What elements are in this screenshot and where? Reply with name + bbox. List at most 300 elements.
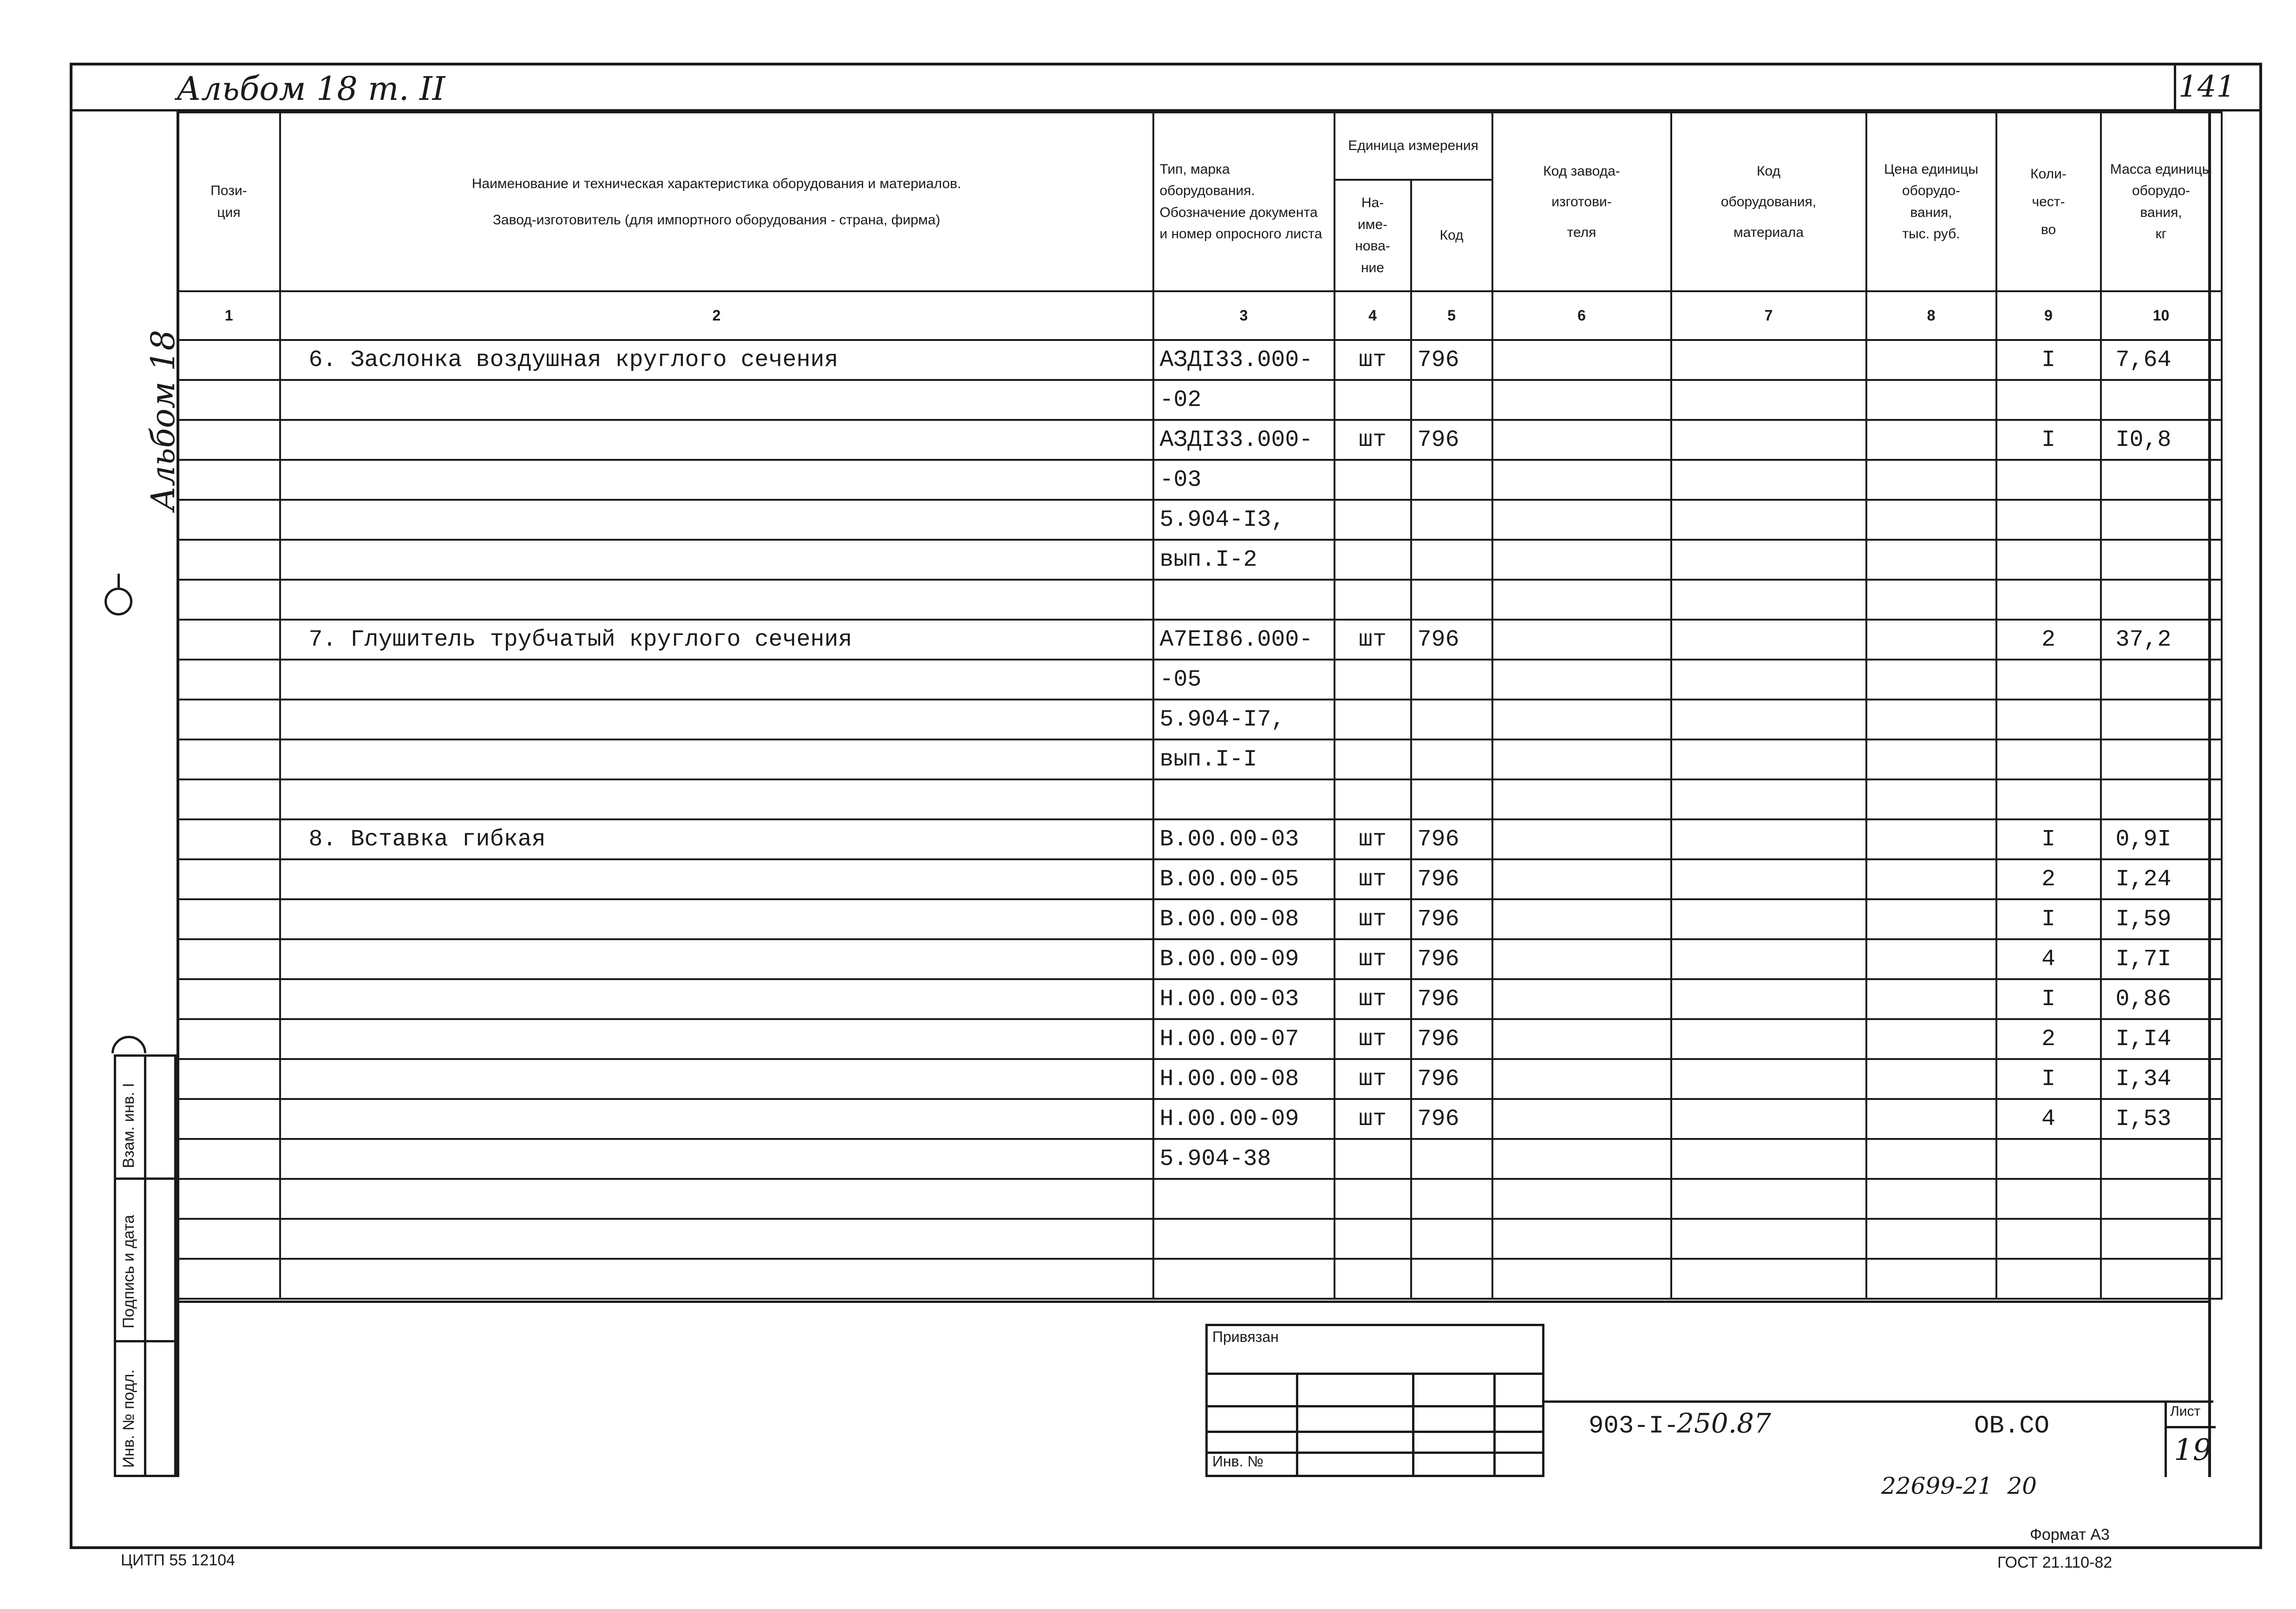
table-row — [178, 779, 2222, 819]
unit-code-cell: 796 — [1411, 1099, 1492, 1139]
mass-cell: I,53 — [2101, 1099, 2222, 1139]
quantity-cell — [1996, 739, 2101, 779]
position-cell — [178, 939, 280, 979]
type-cell: А7ЕI86.000- — [1153, 620, 1334, 660]
name-cell — [280, 460, 1153, 500]
name-cell — [280, 1059, 1153, 1099]
equipment-code-cell — [1671, 1219, 1866, 1259]
table-row — [178, 979, 2222, 1019]
sheet-label: Лист — [2170, 1404, 2201, 1419]
table-row — [178, 540, 2222, 580]
mass-cell — [2101, 540, 2222, 580]
sheet-corner-number: 141 — [2178, 70, 2236, 104]
unit-cell — [1334, 1179, 1411, 1219]
table-row — [178, 1059, 2222, 1099]
unit-code-cell — [1411, 1259, 1492, 1299]
price-cell — [1866, 939, 1996, 979]
unit-cell: шт — [1334, 859, 1411, 899]
table-row — [178, 500, 2222, 540]
unit-cell: шт — [1334, 620, 1411, 660]
mass-cell: 0,9I — [2101, 819, 2222, 859]
mass-cell — [2101, 500, 2222, 540]
position-cell — [178, 859, 280, 899]
type-cell — [1153, 1219, 1334, 1259]
quantity-cell — [1996, 540, 2101, 580]
equipment-code-cell — [1671, 779, 1866, 819]
type-cell: Н.00.00-03 — [1153, 979, 1334, 1019]
equipment-code-cell — [1671, 700, 1866, 739]
equipment-code-cell — [1671, 1059, 1866, 1099]
mass-cell — [2101, 1219, 2222, 1259]
price-cell — [1866, 779, 1996, 819]
equipment-code-cell — [1671, 739, 1866, 779]
name-cell — [280, 1179, 1153, 1219]
equipment-code-cell — [1671, 899, 1866, 939]
factory-code-cell — [1492, 340, 1671, 380]
quantity-cell — [1996, 779, 2101, 819]
table-row — [178, 1099, 2222, 1139]
type-cell — [1153, 1259, 1334, 1299]
position-cell — [178, 500, 280, 540]
type-cell: -03 — [1153, 460, 1334, 500]
table-row — [178, 420, 2222, 460]
doc-code-hand: 250.87 — [1677, 1407, 1771, 1439]
name-cell — [280, 700, 1153, 739]
unit-code-cell — [1411, 1139, 1492, 1179]
price-cell — [1866, 1139, 1996, 1179]
unit-code-cell — [1411, 580, 1492, 620]
quantity-cell — [1996, 580, 2101, 620]
name-cell — [280, 739, 1153, 779]
factory-code-cell — [1492, 380, 1671, 420]
equipment-code-cell — [1671, 500, 1866, 540]
factory-code-cell — [1492, 1179, 1671, 1219]
unit-code-cell — [1411, 380, 1492, 420]
price-cell — [1866, 500, 1996, 540]
table-row — [178, 340, 2222, 380]
quantity-cell: I — [1996, 420, 2101, 460]
table-row — [178, 1019, 2222, 1059]
factory-code-cell — [1492, 700, 1671, 739]
mass-cell — [2101, 700, 2222, 739]
quantity-cell — [1996, 700, 2101, 739]
price-cell — [1866, 1219, 1996, 1259]
table-row — [178, 580, 2222, 620]
table-row — [178, 859, 2222, 899]
side-label-inv-orig: Инв. № подл. — [120, 1369, 137, 1468]
mass-cell: I,I4 — [2101, 1019, 2222, 1059]
header-name: Наименование и техническая характеристика оборудования и материалов. Завод-изготовитель (для импортного оборудования - страна, фирма) — [280, 112, 1153, 291]
type-cell: АЗДI33.000- — [1153, 420, 1334, 460]
quantity-cell: I — [1996, 1059, 2101, 1099]
header-price: Цена единицы оборудо- вания, тыс. руб. — [1866, 112, 1996, 291]
factory-code-cell — [1492, 460, 1671, 500]
equipment-code-cell — [1671, 1019, 1866, 1059]
gost-label: ГОСТ 21.110-82 — [1997, 1554, 2113, 1571]
side-label-inv-replace: Взам. инв. I — [120, 1083, 137, 1168]
type-cell: Н.00.00-09 — [1153, 1099, 1334, 1139]
name-cell — [280, 939, 1153, 979]
type-cell: АЗДI33.000- — [1153, 340, 1334, 380]
price-cell — [1866, 700, 1996, 739]
equipment-code-cell — [1671, 979, 1866, 1019]
equipment-code-cell — [1671, 620, 1866, 660]
header-mass: Масса единицы оборудо- вания, кг — [2101, 112, 2222, 291]
type-cell: -05 — [1153, 660, 1334, 700]
position-cell — [178, 899, 280, 939]
unit-cell — [1334, 380, 1411, 420]
name-cell — [280, 899, 1153, 939]
unit-cell — [1334, 540, 1411, 580]
factory-code-cell — [1492, 420, 1671, 460]
type-cell: В.00.00-09 — [1153, 939, 1334, 979]
quantity-cell: I — [1996, 899, 2101, 939]
unit-code-cell: 796 — [1411, 819, 1492, 859]
column-number: 5 — [1411, 291, 1492, 340]
unit-cell: шт — [1334, 1099, 1411, 1139]
name-cell: 8. Вставка гибкая — [280, 819, 1153, 859]
quantity-cell — [1996, 1219, 2101, 1259]
doc-mark: ОВ.СО — [1974, 1412, 2050, 1440]
quantity-cell — [1996, 1139, 2101, 1179]
equipment-code-cell — [1671, 1099, 1866, 1139]
column-number: 10 — [2101, 291, 2222, 340]
quantity-cell — [1996, 660, 2101, 700]
unit-cell — [1334, 580, 1411, 620]
mass-cell — [2101, 580, 2222, 620]
mass-cell — [2101, 460, 2222, 500]
name-cell — [280, 1099, 1153, 1139]
type-cell: В.00.00-05 — [1153, 859, 1334, 899]
name-cell — [280, 540, 1153, 580]
quantity-cell — [1996, 500, 2101, 540]
album-header: Альбом 18 т. II — [177, 70, 445, 108]
mass-cell — [2101, 1139, 2222, 1179]
position-cell — [178, 700, 280, 739]
quantity-cell — [1996, 460, 2101, 500]
position-cell — [178, 779, 280, 819]
header-equipment-code: Код оборудования, материала — [1671, 112, 1866, 291]
position-cell — [178, 660, 280, 700]
binding-hole-icon — [105, 588, 132, 615]
position-cell — [178, 1179, 280, 1219]
unit-cell: шт — [1334, 939, 1411, 979]
price-cell — [1866, 1179, 1996, 1219]
price-cell — [1866, 739, 1996, 779]
price-cell — [1866, 540, 1996, 580]
mass-cell — [2101, 1259, 2222, 1299]
quantity-cell: 2 — [1996, 1019, 2101, 1059]
name-cell — [280, 859, 1153, 899]
type-cell: вып.I-I — [1153, 739, 1334, 779]
unit-code-cell: 796 — [1411, 1059, 1492, 1099]
price-cell — [1866, 1059, 1996, 1099]
header-quantity: Коли- чест- во — [1996, 112, 2101, 291]
type-cell: В.00.00-08 — [1153, 899, 1334, 939]
mass-cell: I,24 — [2101, 859, 2222, 899]
name-cell — [280, 779, 1153, 819]
unit-cell: шт — [1334, 899, 1411, 939]
sheet-number: 19 — [2174, 1433, 2212, 1467]
equipment-code-cell — [1671, 340, 1866, 380]
mass-cell — [2101, 660, 2222, 700]
quantity-cell: 4 — [1996, 1099, 2101, 1139]
header-type: Тип, марка оборудования. Обозначение документа и номер опросного листа — [1153, 112, 1334, 291]
name-cell — [280, 979, 1153, 1019]
type-cell: Н.00.00-07 — [1153, 1019, 1334, 1059]
price-cell — [1866, 620, 1996, 660]
factory-code-cell — [1492, 739, 1671, 779]
equipment-code-cell — [1671, 1259, 1866, 1299]
mass-cell: 37,2 — [2101, 620, 2222, 660]
header-unit-code: Код — [1411, 180, 1492, 291]
unit-code-cell: 796 — [1411, 1019, 1492, 1059]
factory-code-cell — [1492, 899, 1671, 939]
unit-code-cell — [1411, 1179, 1492, 1219]
position-cell — [178, 340, 280, 380]
factory-code-cell — [1492, 859, 1671, 899]
unit-cell: шт — [1334, 1019, 1411, 1059]
price-cell — [1866, 420, 1996, 460]
name-cell — [280, 1259, 1153, 1299]
table-row — [178, 899, 2222, 939]
unit-code-cell — [1411, 1219, 1492, 1259]
type-cell — [1153, 580, 1334, 620]
unit-cell: шт — [1334, 1059, 1411, 1099]
quantity-cell: I — [1996, 819, 2101, 859]
unit-cell: шт — [1334, 340, 1411, 380]
column-number: 4 — [1334, 291, 1411, 340]
unit-cell: шт — [1334, 819, 1411, 859]
factory-code-cell — [1492, 819, 1671, 859]
position-cell — [178, 819, 280, 859]
table-row — [178, 939, 2222, 979]
unit-code-cell: 796 — [1411, 899, 1492, 939]
unit-code-cell: 796 — [1411, 620, 1492, 660]
type-cell — [1153, 779, 1334, 819]
type-cell — [1153, 1179, 1334, 1219]
type-cell: В.00.00-03 — [1153, 819, 1334, 859]
price-cell — [1866, 1259, 1996, 1299]
name-cell — [280, 660, 1153, 700]
price-cell — [1866, 979, 1996, 1019]
equipment-code-cell — [1671, 859, 1866, 899]
equipment-code-cell — [1671, 540, 1866, 580]
quantity-cell: I — [1996, 340, 2101, 380]
mass-cell: I,7I — [2101, 939, 2222, 979]
mass-cell: I0,8 — [2101, 420, 2222, 460]
type-cell: вып.I-2 — [1153, 540, 1334, 580]
factory-code-cell — [1492, 1259, 1671, 1299]
unit-code-cell — [1411, 739, 1492, 779]
column-number-row — [178, 291, 2222, 340]
unit-cell — [1334, 700, 1411, 739]
factory-code-cell — [1492, 580, 1671, 620]
column-number: 7 — [1671, 291, 1866, 340]
unit-code-cell — [1411, 460, 1492, 500]
column-number: 9 — [1996, 291, 2101, 340]
name-cell — [280, 580, 1153, 620]
price-cell — [1866, 899, 1996, 939]
header-unit-group: Единица измерения — [1334, 112, 1492, 180]
unit-code-cell — [1411, 540, 1492, 580]
bottom-number: 22699-21 20 — [1881, 1472, 2037, 1499]
position-cell — [178, 540, 280, 580]
position-cell — [178, 979, 280, 1019]
equipment-code-cell — [1671, 939, 1866, 979]
header-row-1 — [178, 112, 2222, 180]
unit-code-cell — [1411, 700, 1492, 739]
price-cell — [1866, 859, 1996, 899]
unit-cell — [1334, 739, 1411, 779]
quantity-cell: 2 — [1996, 859, 2101, 899]
position-cell — [178, 1099, 280, 1139]
type-cell: 5.904-I3, — [1153, 500, 1334, 540]
unit-code-cell — [1411, 779, 1492, 819]
unit-code-cell: 796 — [1411, 939, 1492, 979]
factory-code-cell — [1492, 1219, 1671, 1259]
unit-cell: шт — [1334, 420, 1411, 460]
position-cell — [178, 420, 280, 460]
factory-code-cell — [1492, 540, 1671, 580]
mass-cell — [2101, 1179, 2222, 1219]
price-cell — [1866, 1019, 1996, 1059]
table-row — [178, 1219, 2222, 1259]
unit-code-cell: 796 — [1411, 859, 1492, 899]
factory-code-cell — [1492, 779, 1671, 819]
equipment-code-cell — [1671, 580, 1866, 620]
name-cell: 7. Глушитель трубчатый круглого сечения — [280, 620, 1153, 660]
factory-code-cell — [1492, 1059, 1671, 1099]
unit-cell — [1334, 1139, 1411, 1179]
unit-cell — [1334, 1219, 1411, 1259]
table-row — [178, 460, 2222, 500]
name-cell — [280, 1139, 1153, 1179]
print-code: ЦИТП 55 12104 — [121, 1551, 235, 1569]
column-number: 6 — [1492, 291, 1671, 340]
header-unit-name: На- име- нова- ние — [1334, 180, 1411, 291]
quantity-cell: 4 — [1996, 939, 2101, 979]
type-cell: 5.904-I7, — [1153, 700, 1334, 739]
type-cell: -02 — [1153, 380, 1334, 420]
unit-cell — [1334, 1259, 1411, 1299]
unit-code-cell — [1411, 500, 1492, 540]
table-row — [178, 1139, 2222, 1179]
specification-table — [177, 111, 2223, 1300]
unit-code-cell: 796 — [1411, 979, 1492, 1019]
position-cell — [178, 1139, 280, 1179]
table-row — [178, 1259, 2222, 1299]
price-cell — [1866, 580, 1996, 620]
equipment-code-cell — [1671, 1179, 1866, 1219]
factory-code-cell — [1492, 1019, 1671, 1059]
position-cell — [178, 1059, 280, 1099]
position-cell — [178, 380, 280, 420]
side-album-label: Альбом 18 — [144, 330, 182, 511]
unit-cell — [1334, 500, 1411, 540]
position-cell — [178, 1219, 280, 1259]
column-number: 1 — [178, 291, 280, 340]
quantity-cell: I — [1996, 979, 2101, 1019]
name-cell — [280, 1019, 1153, 1059]
equipment-code-cell — [1671, 660, 1866, 700]
table-row — [178, 739, 2222, 779]
factory-code-cell — [1492, 500, 1671, 540]
unit-cell — [1334, 460, 1411, 500]
table-row — [178, 660, 2222, 700]
price-cell — [1866, 1099, 1996, 1139]
unit-cell — [1334, 660, 1411, 700]
quantity-cell: 2 — [1996, 620, 2101, 660]
position-cell — [178, 739, 280, 779]
unit-code-cell — [1411, 660, 1492, 700]
mass-cell: 0,86 — [2101, 979, 2222, 1019]
name-cell — [280, 420, 1153, 460]
factory-code-cell — [1492, 1139, 1671, 1179]
mass-cell — [2101, 739, 2222, 779]
name-cell: 6. Заслонка воздушная круглого сечения — [280, 340, 1153, 380]
unit-cell — [1334, 779, 1411, 819]
equipment-code-cell — [1671, 380, 1866, 420]
table-row — [178, 700, 2222, 739]
equipment-code-cell — [1671, 420, 1866, 460]
inv-label: Инв. № — [1212, 1453, 1263, 1470]
unit-cell: шт — [1334, 979, 1411, 1019]
binding-tick — [118, 574, 120, 588]
position-cell — [178, 1259, 280, 1299]
position-cell — [178, 620, 280, 660]
table-row — [178, 819, 2222, 859]
price-cell — [1866, 380, 1996, 420]
position-cell — [178, 460, 280, 500]
table-body — [178, 340, 2222, 1299]
equipment-code-cell — [1671, 1139, 1866, 1179]
factory-code-cell — [1492, 979, 1671, 1019]
column-number: 2 — [280, 291, 1153, 340]
mass-cell: 7,64 — [2101, 340, 2222, 380]
price-cell — [1866, 340, 1996, 380]
price-cell — [1866, 460, 1996, 500]
header-factory-code: Код завода- изготови- теля — [1492, 112, 1671, 291]
equipment-code-cell — [1671, 819, 1866, 859]
type-cell: 5.904-38 — [1153, 1139, 1334, 1179]
mass-cell: I,59 — [2101, 899, 2222, 939]
mass-cell — [2101, 779, 2222, 819]
table-row — [178, 620, 2222, 660]
table-row — [178, 1179, 2222, 1219]
quantity-cell — [1996, 1259, 2101, 1299]
format-label: Формат А3 — [2030, 1526, 2110, 1544]
factory-code-cell — [1492, 620, 1671, 660]
mass-cell — [2101, 380, 2222, 420]
name-cell — [280, 500, 1153, 540]
quantity-cell — [1996, 1179, 2101, 1219]
quantity-cell — [1996, 380, 2101, 420]
column-number: 3 — [1153, 291, 1334, 340]
factory-code-cell — [1492, 1099, 1671, 1139]
mass-cell: I,34 — [2101, 1059, 2222, 1099]
doc-code-prefix: 903-I- — [1589, 1412, 1679, 1440]
unit-code-cell: 796 — [1411, 340, 1492, 380]
position-cell — [178, 580, 280, 620]
column-number: 8 — [1866, 291, 1996, 340]
side-label-sign-date: Подпись и дата — [120, 1215, 137, 1328]
bound-label: Привязан — [1212, 1328, 1279, 1345]
table-row — [178, 380, 2222, 420]
equipment-code-cell — [1671, 460, 1866, 500]
unit-code-cell: 796 — [1411, 420, 1492, 460]
type-cell: Н.00.00-08 — [1153, 1059, 1334, 1099]
